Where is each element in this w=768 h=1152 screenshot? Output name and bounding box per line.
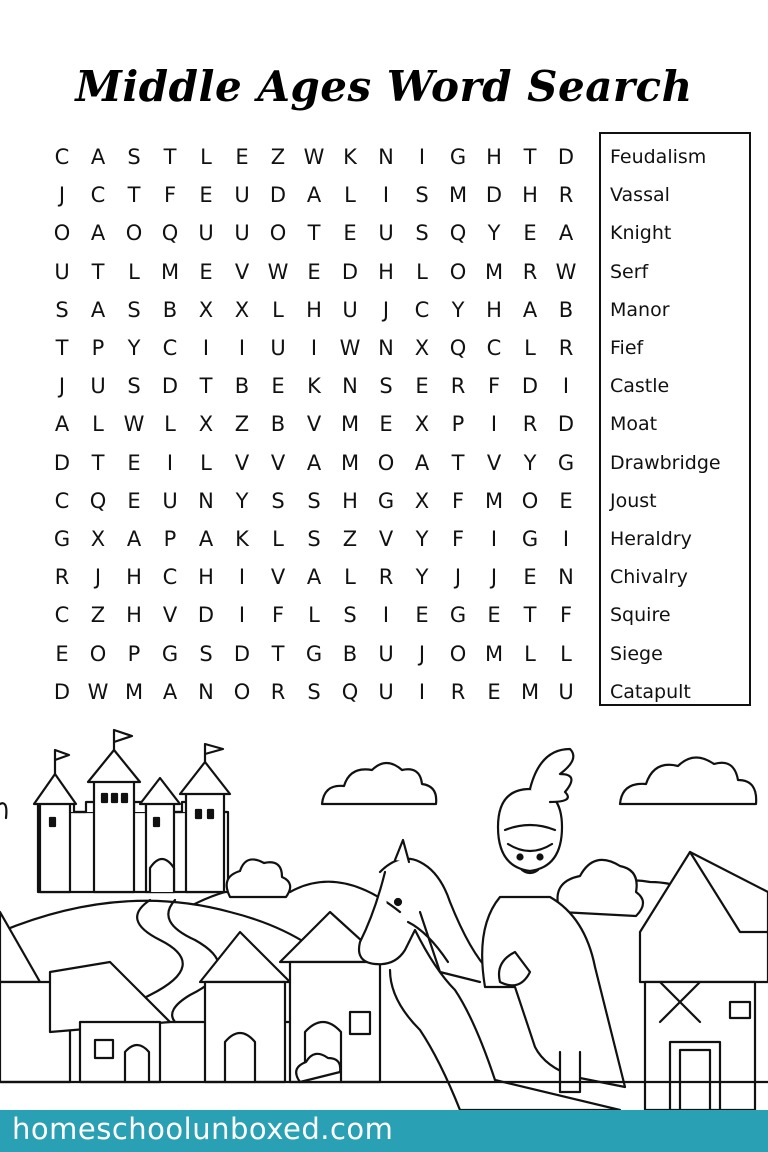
grid-letter: I bbox=[238, 603, 246, 628]
grid-letter: L bbox=[308, 603, 320, 628]
grid-letter: R bbox=[558, 336, 574, 361]
grid-letter: H bbox=[486, 145, 502, 170]
page-title: Middle Ages Word Search bbox=[75, 62, 693, 111]
grid-letter: C bbox=[162, 565, 178, 590]
grid-letter: W bbox=[555, 259, 577, 284]
grid-letter: A bbox=[90, 221, 106, 246]
grid-letter: V bbox=[306, 412, 322, 437]
grid-letter: J bbox=[418, 641, 426, 666]
grid-letter: I bbox=[418, 679, 426, 704]
grid-letter: F bbox=[451, 488, 465, 513]
grid-letter: P bbox=[451, 412, 465, 437]
grid-letter: F bbox=[487, 374, 501, 399]
grid-letter: L bbox=[128, 259, 140, 284]
castle-icon bbox=[34, 730, 230, 892]
grid-letter: U bbox=[198, 221, 214, 246]
grid-letter: L bbox=[272, 297, 284, 322]
grid-letter: H bbox=[126, 603, 142, 628]
grid-letter: L bbox=[416, 259, 428, 284]
grid-letter: H bbox=[198, 565, 214, 590]
word-list-item: Manor bbox=[610, 298, 670, 321]
grid-letter: Y bbox=[415, 565, 429, 590]
grid-letter: B bbox=[558, 297, 574, 322]
grid-letter: Q bbox=[449, 221, 467, 246]
grid-letter: U bbox=[234, 221, 250, 246]
grid-letter: W bbox=[123, 412, 145, 437]
grid-letter: E bbox=[487, 679, 501, 704]
grid-letter: M bbox=[520, 679, 540, 704]
grid-letter: Y bbox=[487, 221, 501, 246]
word-list-item: Vassal bbox=[610, 184, 670, 207]
grid-letter: Q bbox=[161, 221, 179, 246]
grid-letter: F bbox=[163, 183, 177, 208]
grid-letter: L bbox=[344, 183, 356, 208]
grid-letter: C bbox=[54, 145, 70, 170]
grid-letter: P bbox=[163, 526, 177, 551]
grid-letter: S bbox=[415, 183, 429, 208]
grid-letter: H bbox=[378, 259, 394, 284]
grid-letter: O bbox=[89, 641, 107, 666]
grid-letter: V bbox=[270, 450, 286, 475]
word-list-item: Serf bbox=[610, 260, 649, 283]
grid-letter: N bbox=[378, 336, 394, 361]
grid-letter: O bbox=[377, 450, 395, 475]
grid-letter: O bbox=[449, 259, 467, 284]
grid-letter: M bbox=[340, 450, 360, 475]
grid-letter: R bbox=[522, 412, 538, 437]
grid-letter: U bbox=[234, 183, 250, 208]
grid-letter: D bbox=[53, 450, 71, 475]
grid-letter: H bbox=[486, 297, 502, 322]
grid-letter: T bbox=[55, 336, 69, 361]
word-list-item: Heraldry bbox=[610, 527, 692, 550]
grid-letter: G bbox=[521, 526, 539, 551]
grid-letter: R bbox=[378, 565, 394, 590]
grid-letter: A bbox=[306, 183, 322, 208]
grid-letter: I bbox=[562, 526, 570, 551]
grid-letter: I bbox=[202, 336, 210, 361]
grid-letter: R bbox=[270, 679, 286, 704]
grid-letter: K bbox=[307, 374, 321, 399]
grid-letter: D bbox=[521, 374, 539, 399]
grid-letter: R bbox=[558, 183, 574, 208]
grid-letter: S bbox=[127, 145, 141, 170]
grid-letter: U bbox=[162, 488, 178, 513]
grid-letter: A bbox=[162, 679, 178, 704]
grid-letter: A bbox=[306, 565, 322, 590]
word-list-item: Knight bbox=[610, 222, 672, 245]
grid-letter: J bbox=[58, 183, 66, 208]
grid-letter: D bbox=[485, 183, 503, 208]
grid-letter: I bbox=[382, 183, 390, 208]
grid-letter: L bbox=[560, 641, 572, 666]
grid-letter: L bbox=[164, 412, 176, 437]
grid-letter: A bbox=[90, 297, 106, 322]
grid-letter: Z bbox=[90, 603, 106, 628]
grid-letter: N bbox=[198, 488, 214, 513]
grid-letter: G bbox=[305, 641, 323, 666]
grid-letter: E bbox=[487, 603, 501, 628]
grid-letter: U bbox=[558, 679, 574, 704]
grid-letter: T bbox=[91, 450, 105, 475]
grid-letter: S bbox=[415, 221, 429, 246]
grid-letter: X bbox=[198, 297, 214, 322]
grid-letter: S bbox=[271, 488, 285, 513]
cloud-left-icon bbox=[322, 763, 436, 804]
grid-letter: L bbox=[200, 450, 212, 475]
grid-letter: N bbox=[558, 565, 574, 590]
grid-letter: T bbox=[523, 145, 537, 170]
grid-letter: S bbox=[307, 526, 321, 551]
grid-letter: X bbox=[90, 526, 106, 551]
footer-website: homeschoolunboxed.com bbox=[12, 1112, 394, 1146]
grid-letter: H bbox=[342, 488, 358, 513]
grid-letter: V bbox=[486, 450, 502, 475]
word-list-box bbox=[599, 132, 751, 706]
grid-letter: I bbox=[166, 450, 174, 475]
grid-letter: Q bbox=[89, 488, 107, 513]
grid-letter: H bbox=[522, 183, 538, 208]
grid-letter: I bbox=[490, 412, 498, 437]
grid-letter: D bbox=[557, 412, 575, 437]
grid-letter: D bbox=[269, 183, 287, 208]
grid-letter: A bbox=[522, 297, 538, 322]
word-list-item: Fief bbox=[610, 337, 644, 360]
medieval-illustration bbox=[0, 722, 768, 1110]
grid-letter: E bbox=[559, 488, 573, 513]
grid-letter: M bbox=[124, 679, 144, 704]
grid-letter: C bbox=[90, 183, 106, 208]
grid-letter: L bbox=[272, 526, 284, 551]
grid-letter: W bbox=[303, 145, 325, 170]
letter-grid bbox=[44, 138, 584, 711]
word-list-item: Drawbridge bbox=[610, 451, 721, 474]
cloud-right-icon bbox=[620, 757, 756, 804]
grid-letter: E bbox=[199, 183, 213, 208]
timber-house-icon bbox=[640, 852, 768, 1110]
grid-letter: E bbox=[127, 450, 141, 475]
grid-letter: T bbox=[163, 145, 177, 170]
grid-letter: I bbox=[238, 336, 246, 361]
grid-letter: S bbox=[379, 374, 393, 399]
grid-letter: Y bbox=[523, 450, 537, 475]
grid-letter: Z bbox=[270, 145, 286, 170]
grid-letter: U bbox=[378, 679, 394, 704]
grid-letter: P bbox=[91, 336, 105, 361]
grid-letter: V bbox=[378, 526, 394, 551]
word-list-item: Joust bbox=[610, 489, 657, 512]
grid-letter: S bbox=[307, 488, 321, 513]
grid-letter: Q bbox=[341, 679, 359, 704]
grid-letter: U bbox=[378, 641, 394, 666]
grid-letter: J bbox=[490, 565, 498, 590]
grid-letter: M bbox=[340, 412, 360, 437]
grid-letter: U bbox=[90, 374, 106, 399]
grid-letter: X bbox=[234, 297, 250, 322]
grid-letter: W bbox=[87, 679, 109, 704]
word-list-item: Squire bbox=[610, 604, 671, 627]
grid-letter: L bbox=[92, 412, 104, 437]
grid-letter: S bbox=[307, 679, 321, 704]
grid-letter: C bbox=[162, 336, 178, 361]
grid-letter: T bbox=[307, 221, 321, 246]
grid-letter: G bbox=[161, 641, 179, 666]
grid-letter: B bbox=[342, 641, 358, 666]
grid-letter: R bbox=[54, 565, 70, 590]
grid-letter: E bbox=[523, 221, 537, 246]
grid-letter: E bbox=[379, 412, 393, 437]
grid-letter: E bbox=[343, 221, 357, 246]
grid-letter: C bbox=[54, 603, 70, 628]
grid-letter: R bbox=[522, 259, 538, 284]
grid-letter: C bbox=[414, 297, 430, 322]
grid-letter: E bbox=[415, 603, 429, 628]
grid-letter: V bbox=[234, 450, 250, 475]
grid-letter: U bbox=[270, 336, 286, 361]
grid-letter: E bbox=[199, 259, 213, 284]
word-list-item: Catapult bbox=[610, 680, 691, 703]
grid-letter: G bbox=[449, 145, 467, 170]
grid-letter: W bbox=[339, 336, 361, 361]
grid-letter: V bbox=[270, 565, 286, 590]
grid-letter: M bbox=[160, 259, 180, 284]
grid-letter: U bbox=[342, 297, 358, 322]
grid-letter: P bbox=[127, 641, 141, 666]
grid-letter: J bbox=[454, 565, 462, 590]
grid-letter: I bbox=[238, 565, 246, 590]
grid-letter: S bbox=[127, 297, 141, 322]
grid-letter: O bbox=[269, 221, 287, 246]
grid-letter: A bbox=[414, 450, 430, 475]
grid-letter: E bbox=[127, 488, 141, 513]
grid-letter: X bbox=[414, 488, 430, 513]
grid-letter: T bbox=[91, 259, 105, 284]
grid-letter: Q bbox=[449, 336, 467, 361]
grid-letter: O bbox=[53, 221, 71, 246]
grid-letter: T bbox=[271, 641, 285, 666]
grid-letter: D bbox=[161, 374, 179, 399]
cloud-edge-icon bbox=[0, 803, 6, 818]
grid-letter: G bbox=[449, 603, 467, 628]
grid-letter: G bbox=[53, 526, 71, 551]
grid-letter: N bbox=[198, 679, 214, 704]
grid-letter: F bbox=[271, 603, 285, 628]
grid-letter: I bbox=[490, 526, 498, 551]
grid-letter: M bbox=[484, 259, 504, 284]
grid-letter: B bbox=[270, 412, 286, 437]
grid-letter: X bbox=[198, 412, 214, 437]
grid-letter: V bbox=[162, 603, 178, 628]
grid-letter: S bbox=[127, 374, 141, 399]
grid-letter: O bbox=[125, 221, 143, 246]
grid-letter: T bbox=[127, 183, 141, 208]
grid-letter: E bbox=[271, 374, 285, 399]
grid-letter: Z bbox=[342, 526, 358, 551]
grid-letter: B bbox=[162, 297, 178, 322]
grid-letter: J bbox=[58, 374, 66, 399]
grid-letter: W bbox=[267, 259, 289, 284]
grid-letter: E bbox=[55, 641, 69, 666]
grid-letter: I bbox=[382, 603, 390, 628]
grid-letter: N bbox=[342, 374, 358, 399]
grid-letter: X bbox=[414, 412, 430, 437]
grid-letter: C bbox=[54, 488, 70, 513]
grid-letter: K bbox=[343, 145, 357, 170]
grid-letter: O bbox=[233, 679, 251, 704]
grid-letter: Y bbox=[415, 526, 429, 551]
grid-letter: G bbox=[557, 450, 575, 475]
grid-letter: N bbox=[378, 145, 394, 170]
grid-letter: Z bbox=[234, 412, 250, 437]
grid-letter: S bbox=[343, 603, 357, 628]
grid-letter: E bbox=[235, 145, 249, 170]
grid-letter: A bbox=[558, 221, 574, 246]
word-list-item: Feudalism bbox=[610, 146, 707, 169]
grid-letter: F bbox=[559, 603, 573, 628]
grid-letter: V bbox=[234, 259, 250, 284]
grid-letter: E bbox=[307, 259, 321, 284]
grid-letter: B bbox=[234, 374, 250, 399]
grid-letter: A bbox=[126, 526, 142, 551]
grid-letter: D bbox=[197, 603, 215, 628]
grid-letter: I bbox=[418, 145, 426, 170]
grid-letter: D bbox=[233, 641, 251, 666]
grid-letter: A bbox=[198, 526, 214, 551]
grid-letter: L bbox=[524, 641, 536, 666]
grid-letter: M bbox=[448, 183, 468, 208]
word-list-item: Moat bbox=[610, 413, 658, 436]
grid-letter: F bbox=[451, 526, 465, 551]
grid-letter: J bbox=[94, 565, 102, 590]
grid-letter: G bbox=[377, 488, 395, 513]
grid-letter: J bbox=[382, 297, 390, 322]
grid-letter: T bbox=[451, 450, 465, 475]
grid-letter: A bbox=[306, 450, 322, 475]
grid-letter: Y bbox=[127, 336, 141, 361]
grid-letter: K bbox=[235, 526, 249, 551]
grid-letter: M bbox=[484, 488, 504, 513]
grid-letter: O bbox=[521, 488, 539, 513]
grid-letter: H bbox=[126, 565, 142, 590]
grid-letter: T bbox=[199, 374, 213, 399]
word-list-item: Castle bbox=[610, 375, 670, 398]
knight-icon bbox=[482, 749, 625, 1092]
grid-letter: L bbox=[524, 336, 536, 361]
word-list-item: Chivalry bbox=[610, 566, 688, 589]
grid-letter: O bbox=[449, 641, 467, 666]
grid-letter: D bbox=[557, 145, 575, 170]
grid-letter: A bbox=[90, 145, 106, 170]
grid-letter: L bbox=[344, 565, 356, 590]
grid-letter: Y bbox=[235, 488, 249, 513]
grid-letter: E bbox=[523, 565, 537, 590]
grid-letter: S bbox=[199, 641, 213, 666]
grid-letter: H bbox=[306, 297, 322, 322]
grid-letter: E bbox=[415, 374, 429, 399]
grid-letter: I bbox=[310, 336, 318, 361]
grid-letter: I bbox=[562, 374, 570, 399]
grid-letter: R bbox=[450, 374, 466, 399]
grid-letter: U bbox=[54, 259, 70, 284]
word-list-item: Siege bbox=[610, 642, 663, 665]
grid-letter: A bbox=[54, 412, 70, 437]
grid-letter: U bbox=[378, 221, 394, 246]
grid-letter: L bbox=[200, 145, 212, 170]
grid-letter: C bbox=[486, 336, 502, 361]
grid-letter: Y bbox=[451, 297, 465, 322]
grid-letter: S bbox=[55, 297, 69, 322]
grid-letter: X bbox=[414, 336, 430, 361]
grid-letter: R bbox=[450, 679, 466, 704]
grid-letter: D bbox=[341, 259, 359, 284]
grid-letter: M bbox=[484, 641, 504, 666]
footer-banner bbox=[0, 1110, 768, 1152]
grid-letter: T bbox=[523, 603, 537, 628]
grid-letter: D bbox=[53, 679, 71, 704]
